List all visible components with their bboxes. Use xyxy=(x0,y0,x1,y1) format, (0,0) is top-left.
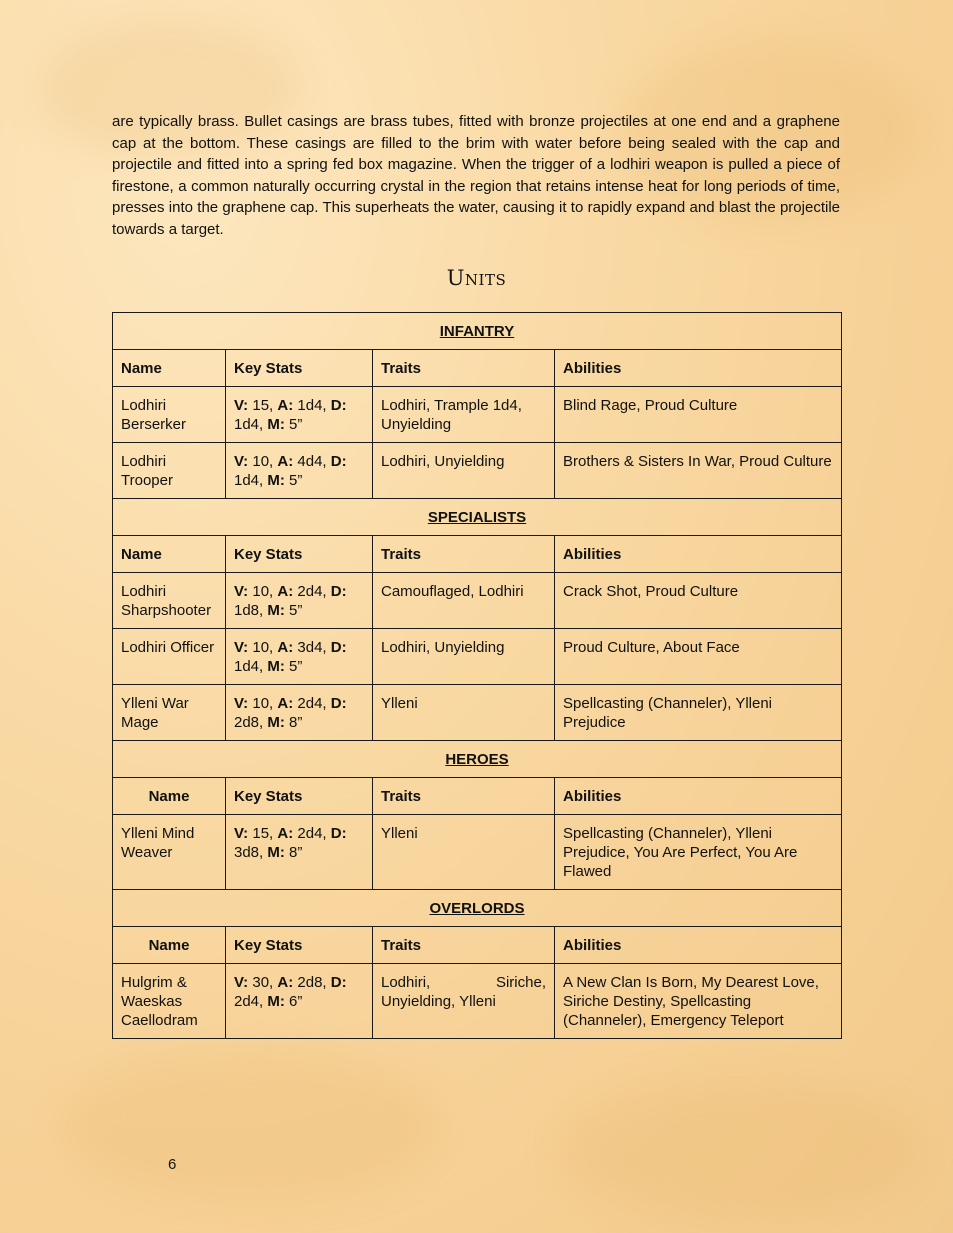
group-title-specialists: SPECIALISTS xyxy=(113,499,842,536)
header-row xyxy=(113,350,842,387)
stat-label-m: M: xyxy=(267,658,285,675)
unit-name: Lodhiri Trooper xyxy=(113,443,226,499)
column-header-name: Name xyxy=(113,778,226,815)
stat-label-a: A: xyxy=(277,639,294,656)
stat-label-v: V: xyxy=(234,974,249,991)
stat-value-a: 3d4 xyxy=(297,639,323,656)
stat-label-m: M: xyxy=(267,602,285,619)
stat-value-a: 2d4 xyxy=(297,825,323,842)
stat-label-d: D: xyxy=(330,397,347,414)
stat-label-v: V: xyxy=(234,825,249,842)
section-title: Units xyxy=(446,266,507,290)
group-row-specialists xyxy=(113,499,842,536)
unit-traits: Ylleni xyxy=(373,815,555,890)
stat-value-m: 6” xyxy=(289,993,303,1010)
column-header-key-stats: Key Stats xyxy=(226,927,373,964)
table-row xyxy=(113,964,842,1039)
unit-abilities: Spellcasting (Channeler), Ylleni Prejudice xyxy=(555,685,842,741)
unit-key-stats: V: 10, A: 2d4, D: 1d8, M: 5” xyxy=(226,573,373,629)
stat-label-m: M: xyxy=(267,416,285,433)
unit-key-stats: V: 15, A: 1d4, D: 1d4, M: 5” xyxy=(226,387,373,443)
group-row-heroes xyxy=(113,741,842,778)
stat-value-m: 5” xyxy=(289,658,303,675)
stat-value-v: 10 xyxy=(252,583,270,600)
column-header-name: Name xyxy=(113,350,226,387)
table-row xyxy=(113,573,842,629)
stat-label-v: V: xyxy=(234,639,249,656)
unit-traits: Lodhiri, Trample 1d4, Unyielding xyxy=(373,387,555,443)
table-row xyxy=(113,443,842,499)
unit-traits: Camouflaged, Lodhiri xyxy=(373,573,555,629)
table-row xyxy=(113,685,842,741)
stat-label-v: V: xyxy=(234,397,249,414)
header-row xyxy=(113,536,842,573)
stat-value-v: 10 xyxy=(252,695,270,712)
table-row xyxy=(113,815,842,890)
header-row xyxy=(113,778,842,815)
group-title-heroes: HEROES xyxy=(113,741,842,778)
column-header-abilities: Abilities xyxy=(555,350,842,387)
stat-label-a: A: xyxy=(277,974,294,991)
stat-value-d: 3d8 xyxy=(234,844,260,861)
table-row xyxy=(113,387,842,443)
column-header-key-stats: Key Stats xyxy=(226,350,373,387)
stat-label-d: D: xyxy=(330,825,347,842)
column-header-traits: Traits xyxy=(373,536,555,573)
stat-label-m: M: xyxy=(267,844,285,861)
column-header-traits: Traits xyxy=(373,350,555,387)
page-number: 6 xyxy=(168,1156,177,1173)
stat-value-v: 30 xyxy=(252,974,270,991)
unit-key-stats: V: 30, A: 2d8, D: 2d4, M: 6” xyxy=(226,964,373,1039)
header-row xyxy=(113,927,842,964)
column-header-traits: Traits xyxy=(373,927,555,964)
stat-value-m: 5” xyxy=(289,416,303,433)
stat-value-d: 2d8 xyxy=(234,714,260,731)
stat-value-m: 5” xyxy=(289,472,303,489)
unit-abilities: Crack Shot, Proud Culture xyxy=(555,573,842,629)
unit-name: Lodhiri Sharpshooter xyxy=(113,573,226,629)
stat-value-m: 8” xyxy=(289,714,303,731)
unit-abilities: Brothers & Sisters In War, Proud Culture xyxy=(555,443,842,499)
stat-label-v: V: xyxy=(234,583,249,600)
stat-value-a: 1d4 xyxy=(297,397,323,414)
table-row xyxy=(113,629,842,685)
unit-key-stats: V: 10, A: 4d4, D: 1d4, M: 5” xyxy=(226,443,373,499)
stat-value-d: 1d8 xyxy=(234,602,260,619)
stat-label-v: V: xyxy=(234,453,249,470)
column-header-traits: Traits xyxy=(373,778,555,815)
stat-value-v: 10 xyxy=(252,453,270,470)
group-row-infantry xyxy=(113,313,842,350)
column-header-name: Name xyxy=(113,536,226,573)
unit-key-stats: V: 10, A: 3d4, D: 1d4, M: 5” xyxy=(226,629,373,685)
unit-abilities: Blind Rage, Proud Culture xyxy=(555,387,842,443)
stat-label-m: M: xyxy=(267,993,285,1010)
stat-label-a: A: xyxy=(277,453,294,470)
stat-value-v: 15 xyxy=(252,825,270,842)
unit-name: Lodhiri Berserker xyxy=(113,387,226,443)
group-title-infantry: INFANTRY xyxy=(113,313,842,350)
stat-label-m: M: xyxy=(267,714,285,731)
stat-label-a: A: xyxy=(277,583,294,600)
unit-name: Hulgrim & Waeskas Caellodram xyxy=(113,964,226,1039)
column-header-abilities: Abilities xyxy=(555,927,842,964)
stat-label-a: A: xyxy=(277,825,294,842)
stat-label-d: D: xyxy=(330,695,347,712)
column-header-abilities: Abilities xyxy=(555,536,842,573)
stat-value-a: 2d8 xyxy=(297,974,323,991)
stat-value-v: 15 xyxy=(252,397,270,414)
unit-abilities: Proud Culture, About Face xyxy=(555,629,842,685)
stat-value-m: 5” xyxy=(289,602,303,619)
stat-value-d: 1d4 xyxy=(234,416,260,433)
stat-label-v: V: xyxy=(234,695,249,712)
stat-label-a: A: xyxy=(277,695,294,712)
unit-name: Lodhiri Officer xyxy=(113,629,226,685)
stat-value-a: 2d4 xyxy=(297,695,323,712)
intro-paragraph: are typically brass. Bullet casings are brass tubes, fitted with bronze projectiles at one end and a graphene cap at the bottom. These casings are filled to the brim with water before being sealed with the cap and projectile and fitted into a spring fed box magazine. When the trigger of a lodhiri weapon is pulled a piece of firestone, a common naturally occurring crystal in the region that retains intense heat for long periods of time, presses into the graphene cap. This superheats the water, causing it to rapidly expand and blast the projectile towards a target. xyxy=(112,113,840,238)
stat-label-a: A: xyxy=(277,397,294,414)
stat-label-d: D: xyxy=(330,583,347,600)
unit-name: Ylleni War Mage xyxy=(113,685,226,741)
unit-key-stats: V: 15, A: 2d4, D: 3d8, M: 8” xyxy=(226,815,373,890)
group-row-overlords xyxy=(113,890,842,927)
unit-abilities: Spellcasting (Channeler), Ylleni Prejudice, You Are Perfect, You Are Flawed xyxy=(555,815,842,890)
column-header-key-stats: Key Stats xyxy=(226,778,373,815)
group-title-overlords: OVERLORDS xyxy=(113,890,842,927)
unit-traits: Lodhiri, Unyielding xyxy=(373,629,555,685)
units-table xyxy=(112,312,842,1039)
column-header-key-stats: Key Stats xyxy=(226,536,373,573)
stat-value-v: 10 xyxy=(252,639,270,656)
stat-label-m: M: xyxy=(267,472,285,489)
stat-value-a: 4d4 xyxy=(297,453,323,470)
stat-label-d: D: xyxy=(330,453,347,470)
unit-traits: Lodhiri, Siriche, Unyielding, Ylleni xyxy=(373,964,555,1039)
stat-label-d: D: xyxy=(330,639,347,656)
unit-traits: Ylleni xyxy=(373,685,555,741)
stat-value-d: 1d4 xyxy=(234,658,260,675)
unit-traits: Lodhiri, Unyielding xyxy=(373,443,555,499)
unit-key-stats: V: 10, A: 2d4, D: 2d8, M: 8” xyxy=(226,685,373,741)
stat-value-d: 1d4 xyxy=(234,472,260,489)
unit-abilities: A New Clan Is Born, My Dearest Love, Siriche Destiny, Spellcasting (Channeler), Emergency Teleport xyxy=(555,964,842,1039)
stat-label-d: D: xyxy=(330,974,347,991)
stat-value-a: 2d4 xyxy=(297,583,323,600)
unit-name: Ylleni Mind Weaver xyxy=(113,815,226,890)
stat-value-d: 2d4 xyxy=(234,993,260,1010)
stat-value-m: 8” xyxy=(289,844,303,861)
column-header-abilities: Abilities xyxy=(555,778,842,815)
column-header-name: Name xyxy=(113,927,226,964)
